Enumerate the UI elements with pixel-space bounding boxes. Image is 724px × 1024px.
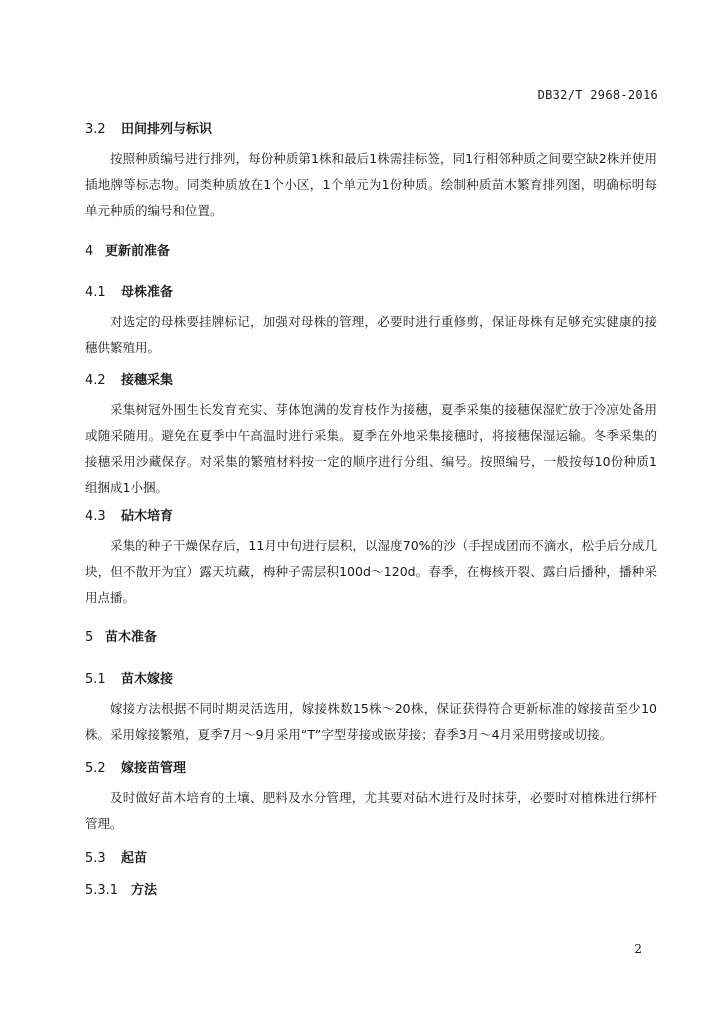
section-number: 5.1 <box>85 672 106 687</box>
section-title: 苗木准备 <box>105 630 158 645</box>
section-number: 4.3 <box>85 509 106 524</box>
standard-code: DB32/T 2968-2016 <box>537 88 658 102</box>
section-heading-3-2 <box>85 118 212 137</box>
paragraph-4-2: 采集树冠外围生长发育充实、芽体饱满的发育枝作为接穗，夏季采集的接穗保湿贮放于冷凉处备用或随采随用。避免在夏季中午高温时进行采集。夏季在外地采集接穗时，将接穗保湿运输。冬季采集的接穗采用沙藏保存。对采集的繁殖材料按一定的顺序进行分组、编号。按照编号，一般按每10份种质1组捆成1小捆。 <box>85 402 657 495</box>
section-title: 更新前准备 <box>105 244 171 259</box>
section-heading-4-1 <box>85 281 173 300</box>
section-title: 苗木嫁接 <box>121 672 174 687</box>
section-number: 4 <box>85 244 94 259</box>
section-heading-4 <box>85 240 170 259</box>
section-title: 田间排列与标识 <box>121 122 213 137</box>
paragraph-3-2: 按照种质编号进行排列，每份种质第1株和最后1株需挂标签，同1行相邻种质之间要空缺2株并使用插地牌等标志物。同类种质放在1个小区，1个单元为1份种质。绘制种质苗木繁育排列图，明确标明每单元种质的编号和位置。 <box>85 151 657 218</box>
section-title: 接穗采集 <box>121 373 174 388</box>
section-number: 4.1 <box>85 285 106 300</box>
section-number: 5.3.1 <box>85 883 119 898</box>
section-heading-5 <box>85 626 157 645</box>
section-number: 3.2 <box>85 122 106 137</box>
section-title: 母株准备 <box>121 285 174 300</box>
section-title: 起苗 <box>121 851 148 866</box>
section-heading-5-1 <box>85 668 173 687</box>
section-number: 5 <box>85 630 94 645</box>
paragraph-4-1: 对选定的母株要挂牌标记，加强对母株的管理，必要时进行重修剪，保证母株有足够充实健康的接穗供繁殖用。 <box>85 314 657 355</box>
section-number: 5.2 <box>85 761 106 776</box>
section-title: 砧木培育 <box>121 509 174 524</box>
section-number: 5.3 <box>85 851 106 866</box>
section-heading-5-2 <box>85 757 186 776</box>
section-heading-5-3 <box>85 847 147 866</box>
page-number: 2 <box>634 942 642 956</box>
section-title: 方法 <box>131 883 158 898</box>
section-heading-4-2 <box>85 369 173 388</box>
section-heading-5-3-1 <box>85 879 157 898</box>
header-divider <box>84 106 658 107</box>
section-heading-4-3 <box>85 505 173 524</box>
paragraph-5-2: 及时做好苗木培育的土壤、肥料及水分管理，尤其要对砧木进行及时抹芽，必要时对植株进行绑杆管理。 <box>85 790 657 831</box>
paragraph-5-1: 嫁接方法根据不同时期灵活选用，嫁接株数15株～20株，保证获得符合更新标准的嫁接苗至少10株。采用嫁接繁殖，夏季7月～9月采用“T”字型芽接或嵌芽接；春季3月～4月采用劈接或切接。 <box>85 701 657 742</box>
section-title: 嫁接苗管理 <box>121 761 187 776</box>
paragraph-4-3: 采集的种子干燥保存后，11月中旬进行层积，以湿度70%的沙（手捏成团而不滴水，松手后分成几块，但不散开为宜）露天坑藏，梅种子需层积100d～120d。春季，在梅核开裂、露白后播种，播种采用点播。 <box>85 538 657 605</box>
section-number: 4.2 <box>85 373 106 388</box>
